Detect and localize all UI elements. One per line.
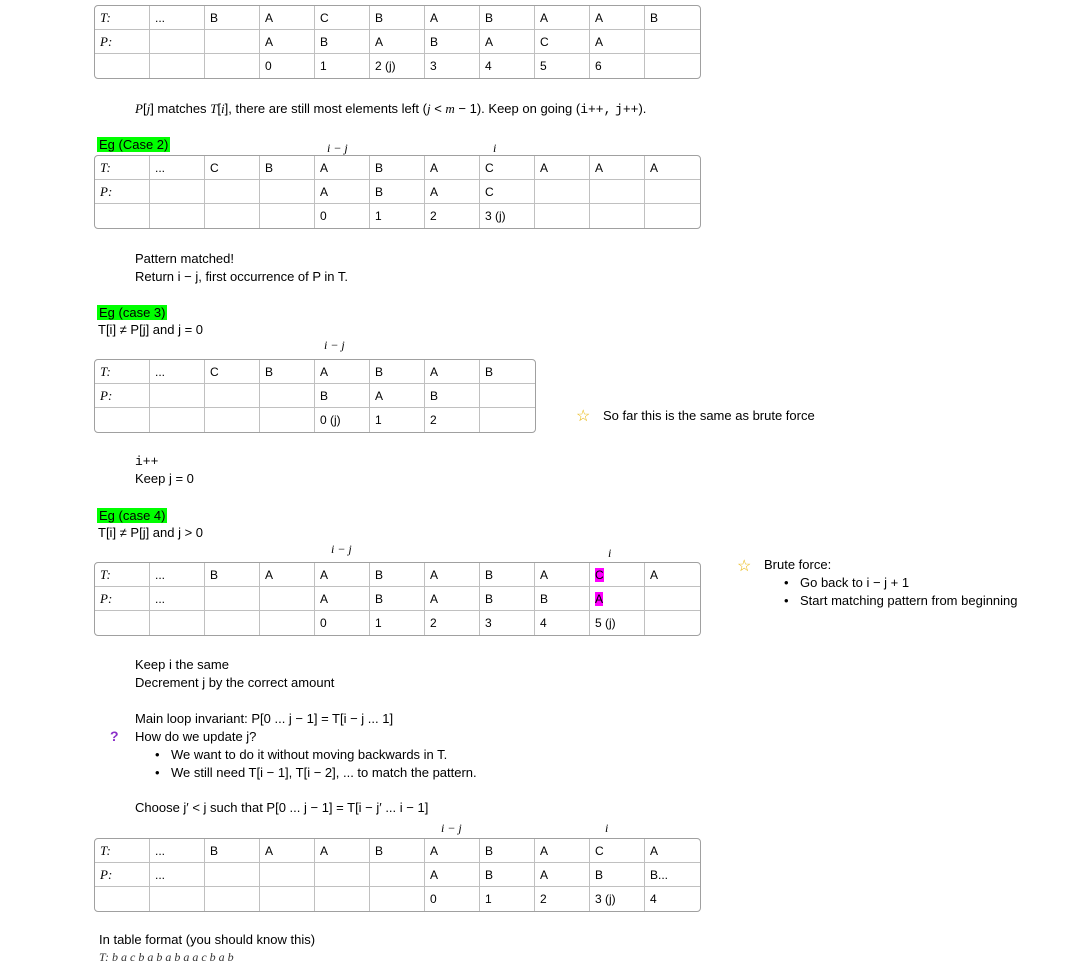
table-cell: B	[315, 384, 370, 408]
table-cell: A	[315, 563, 370, 587]
table-cell: 6	[590, 54, 645, 78]
table-cell	[590, 204, 645, 228]
table-cell	[260, 204, 315, 228]
question-text: How do we update j?	[135, 729, 257, 744]
table-row	[95, 360, 535, 384]
table-cell: ...	[150, 6, 205, 30]
table-cell: A	[535, 6, 590, 30]
table-cell	[205, 384, 260, 408]
table-cell: B	[205, 839, 260, 863]
table-cell: P:	[95, 587, 150, 611]
table-cell: 3 (j)	[480, 204, 535, 228]
table-cell: A	[425, 6, 480, 30]
table-cell: 3 (j)	[590, 887, 645, 911]
table-cell	[205, 863, 260, 887]
case2-line2: Return i − j, first occurrence of P in T.	[135, 269, 349, 284]
table-cell	[260, 863, 315, 887]
table-cell: B	[645, 6, 700, 30]
footer-text: In table format (you should know this)	[99, 932, 316, 947]
table-cell: A	[535, 156, 590, 180]
table-cell	[260, 587, 315, 611]
table-cell: 2	[425, 408, 480, 432]
table-case3	[94, 359, 536, 433]
table-cell	[205, 30, 260, 54]
table-cell: B	[260, 360, 315, 384]
table-cell: ...	[150, 563, 205, 587]
case4-condition: T[i] ≠ P[j] and j > 0	[98, 525, 204, 540]
case1-explanation: P[j] matches T[i], there are still most elements left (j < m − 1). Keep on going (i++, j++).	[135, 101, 647, 117]
table-cell: B	[370, 563, 425, 587]
case3-line1: i++	[135, 454, 159, 469]
table-cell: ...	[150, 839, 205, 863]
table-row	[95, 587, 700, 611]
table-row	[95, 563, 700, 587]
table-cell: A	[535, 563, 590, 587]
table-row	[95, 6, 700, 30]
case2-label-ij: i − j	[327, 141, 348, 155]
case4-line1: Keep i the same	[135, 657, 229, 672]
table-cell: A	[425, 587, 480, 611]
table-row	[95, 863, 700, 887]
table-cell: A	[315, 839, 370, 863]
table-row	[95, 180, 700, 204]
table-cell: B	[480, 839, 535, 863]
table-cell	[205, 54, 260, 78]
table-row	[95, 408, 535, 432]
table-cell	[590, 180, 645, 204]
table-cell: A	[590, 587, 645, 611]
table-cell: A	[315, 587, 370, 611]
table-row	[95, 204, 700, 228]
table-cell	[645, 204, 700, 228]
case4-label-ij: i − j	[331, 542, 352, 556]
table-cell: P:	[95, 30, 150, 54]
table-cell: 4	[535, 611, 590, 635]
table-cell: T:	[95, 839, 150, 863]
table-cell	[645, 611, 700, 635]
case3-label-ij: i − j	[324, 338, 345, 352]
table-cell	[535, 204, 590, 228]
table-cell: B	[535, 587, 590, 611]
table-cell: ...	[150, 587, 205, 611]
table-cell: A	[260, 563, 315, 587]
table-cell: B...	[645, 863, 700, 887]
case4-line2: Decrement j by the correct amount	[135, 675, 335, 690]
case3-line2: Keep j = 0	[135, 471, 194, 486]
invariant-text: Main loop invariant: P[0 ... j − 1] = T[i − j ... 1]	[135, 711, 394, 726]
table-cell: A	[425, 180, 480, 204]
table-cell: A	[425, 360, 480, 384]
table-cell: 1	[370, 611, 425, 635]
choose-text: Choose j′ < j such that P[0 ... j − 1] = T[i − j′ ... i − 1]	[135, 800, 429, 815]
table-cell: A	[315, 360, 370, 384]
table-cell: 0	[260, 54, 315, 78]
table-cell: B	[315, 30, 370, 54]
table-cell: T:	[95, 6, 150, 30]
table-cell: 1	[480, 887, 535, 911]
footer-partial: T: b a c b a b a b a a c b a b	[99, 950, 234, 964]
question-item: • We still need T[i − 1], T[i − 2], ... to match the pattern.	[143, 764, 477, 782]
table-cell: 3	[425, 54, 480, 78]
table-cell	[95, 611, 150, 635]
table5-label-i: i	[605, 821, 609, 835]
table-cell: 3	[480, 611, 535, 635]
table-cell: B	[425, 30, 480, 54]
table-cell	[150, 180, 205, 204]
table-cell: T:	[95, 360, 150, 384]
table-cell: 1	[315, 54, 370, 78]
table-cell: C	[480, 180, 535, 204]
table-cell: C	[590, 563, 645, 587]
case2-line1: Pattern matched!	[135, 251, 234, 266]
table-cell	[150, 54, 205, 78]
table-cell: B	[370, 180, 425, 204]
table-cell: A	[425, 156, 480, 180]
table-cell	[150, 204, 205, 228]
table-cell	[260, 180, 315, 204]
table-cell: B	[480, 360, 535, 384]
table-cell: ...	[150, 863, 205, 887]
table-cell: T:	[95, 156, 150, 180]
table-row	[95, 384, 535, 408]
star-icon: ☆	[576, 408, 591, 425]
table-cell: C	[315, 6, 370, 30]
table-cell: A	[645, 839, 700, 863]
table5-label-ij: i − j	[441, 821, 462, 835]
table-cell: 4	[480, 54, 535, 78]
question-list	[143, 746, 477, 782]
table-cell	[150, 408, 205, 432]
table-row	[95, 156, 700, 180]
table-cell: A	[535, 863, 590, 887]
table-cell	[95, 204, 150, 228]
table-cell: B	[260, 156, 315, 180]
table-cell	[370, 863, 425, 887]
table-cell: A	[425, 839, 480, 863]
table-cell	[95, 408, 150, 432]
table-row	[95, 887, 700, 911]
table-cell: 5	[535, 54, 590, 78]
table-cell	[535, 180, 590, 204]
table-cell: 1	[370, 204, 425, 228]
table-cell: C	[205, 156, 260, 180]
table-cell	[260, 887, 315, 911]
table-cell	[150, 384, 205, 408]
question-item: • We want to do it without moving backwards in T.	[143, 746, 477, 764]
table-cell	[205, 180, 260, 204]
table-cell: B	[205, 563, 260, 587]
table-cell: T:	[95, 563, 150, 587]
case3-tag: Eg (case 3)	[99, 305, 166, 320]
table-cell: 2	[425, 204, 480, 228]
table-cell	[315, 863, 370, 887]
brute-force-item: • Go back to i − j + 1	[772, 574, 1018, 592]
case4-tag: Eg (case 4)	[99, 508, 166, 523]
star-icon: ☆	[737, 558, 752, 575]
table-cell: A	[590, 156, 645, 180]
table-cell	[205, 204, 260, 228]
table-row	[95, 30, 700, 54]
table-cell: C	[205, 360, 260, 384]
question-icon: ?	[110, 728, 119, 744]
table-cell	[645, 587, 700, 611]
table-cell: 4	[650, 892, 657, 906]
table-cell: B	[590, 863, 645, 887]
table-case2	[94, 155, 701, 229]
table-cell	[370, 887, 425, 911]
table-cell: B	[370, 360, 425, 384]
table-cell: A	[260, 30, 315, 54]
table-cell: B	[480, 6, 535, 30]
table-cell	[95, 887, 150, 911]
table-cell: A	[425, 563, 480, 587]
table-cell: C	[590, 839, 645, 863]
table-cell: B	[480, 587, 535, 611]
table-cell: A	[315, 180, 370, 204]
table-cell: B	[370, 587, 425, 611]
table-cell: 0	[315, 611, 370, 635]
table-cell	[150, 30, 205, 54]
table-case1	[94, 5, 701, 79]
table-cell: A	[425, 863, 480, 887]
table-cell	[150, 611, 205, 635]
table-cell: ...	[150, 360, 205, 384]
table-cell: B	[370, 839, 425, 863]
table-row	[95, 839, 700, 863]
table-cell: A	[590, 30, 645, 54]
table-case4-shifted	[94, 838, 701, 912]
table-cell	[150, 887, 205, 911]
table-cell: 1	[370, 408, 425, 432]
table-cell	[205, 408, 260, 432]
table-cell: A	[260, 839, 315, 863]
table-cell: A	[370, 384, 425, 408]
table-cell	[645, 30, 700, 54]
case4-label-i: i	[608, 546, 612, 560]
table-row	[95, 611, 700, 635]
table-cell	[480, 384, 535, 408]
table-cell	[205, 611, 260, 635]
table-cell: A	[315, 156, 370, 180]
table-cell: 2 (j)	[370, 54, 425, 78]
case2-tag: Eg (Case 2)	[99, 137, 169, 152]
table-cell: A	[535, 839, 590, 863]
table-cell	[480, 408, 535, 432]
table-cell: B	[425, 384, 480, 408]
table-cell: 0	[315, 204, 370, 228]
case2-label-i: i	[493, 141, 497, 155]
table-cell: P:	[95, 863, 150, 887]
table-cell: B	[480, 863, 535, 887]
table-cell: B	[370, 156, 425, 180]
table-cell	[260, 384, 315, 408]
table-cell: 2	[425, 611, 480, 635]
table-cell: 5 (j)	[590, 611, 645, 635]
table-cell: A	[260, 6, 315, 30]
brute-force-title: Brute force:	[764, 557, 832, 572]
case3-condition: T[i] ≠ P[j] and j = 0	[98, 322, 204, 337]
table-cell: 0 (j)	[315, 408, 370, 432]
table-cell: A	[370, 30, 425, 54]
table-cell: A	[480, 30, 535, 54]
table-row	[95, 54, 700, 78]
table-cell	[315, 887, 370, 911]
table-cell: A	[645, 156, 700, 180]
table-cell: A	[645, 563, 700, 587]
table-cell: 2	[535, 887, 590, 911]
brute-force-list	[772, 574, 1018, 610]
table-cell: B	[205, 6, 260, 30]
table-cell: ...	[150, 156, 205, 180]
table-cell	[260, 611, 315, 635]
table-cell	[645, 54, 700, 78]
brute-force-item: • Start matching pattern from beginning	[772, 592, 1018, 610]
table-cell: B	[480, 563, 535, 587]
table-cell: P:	[95, 384, 150, 408]
table-cell	[205, 587, 260, 611]
table-cell	[645, 180, 700, 204]
table-cell: A	[590, 6, 645, 30]
table-cell: C	[480, 156, 535, 180]
table-cell	[95, 54, 150, 78]
case3-note: So far this is the same as brute force	[603, 408, 815, 423]
table-case4	[94, 562, 701, 636]
table-cell: C	[535, 30, 590, 54]
table-cell: B	[370, 6, 425, 30]
table-cell	[205, 887, 260, 911]
table-cell	[260, 408, 315, 432]
table-cell: 0	[425, 887, 480, 911]
table-cell: P:	[95, 180, 150, 204]
